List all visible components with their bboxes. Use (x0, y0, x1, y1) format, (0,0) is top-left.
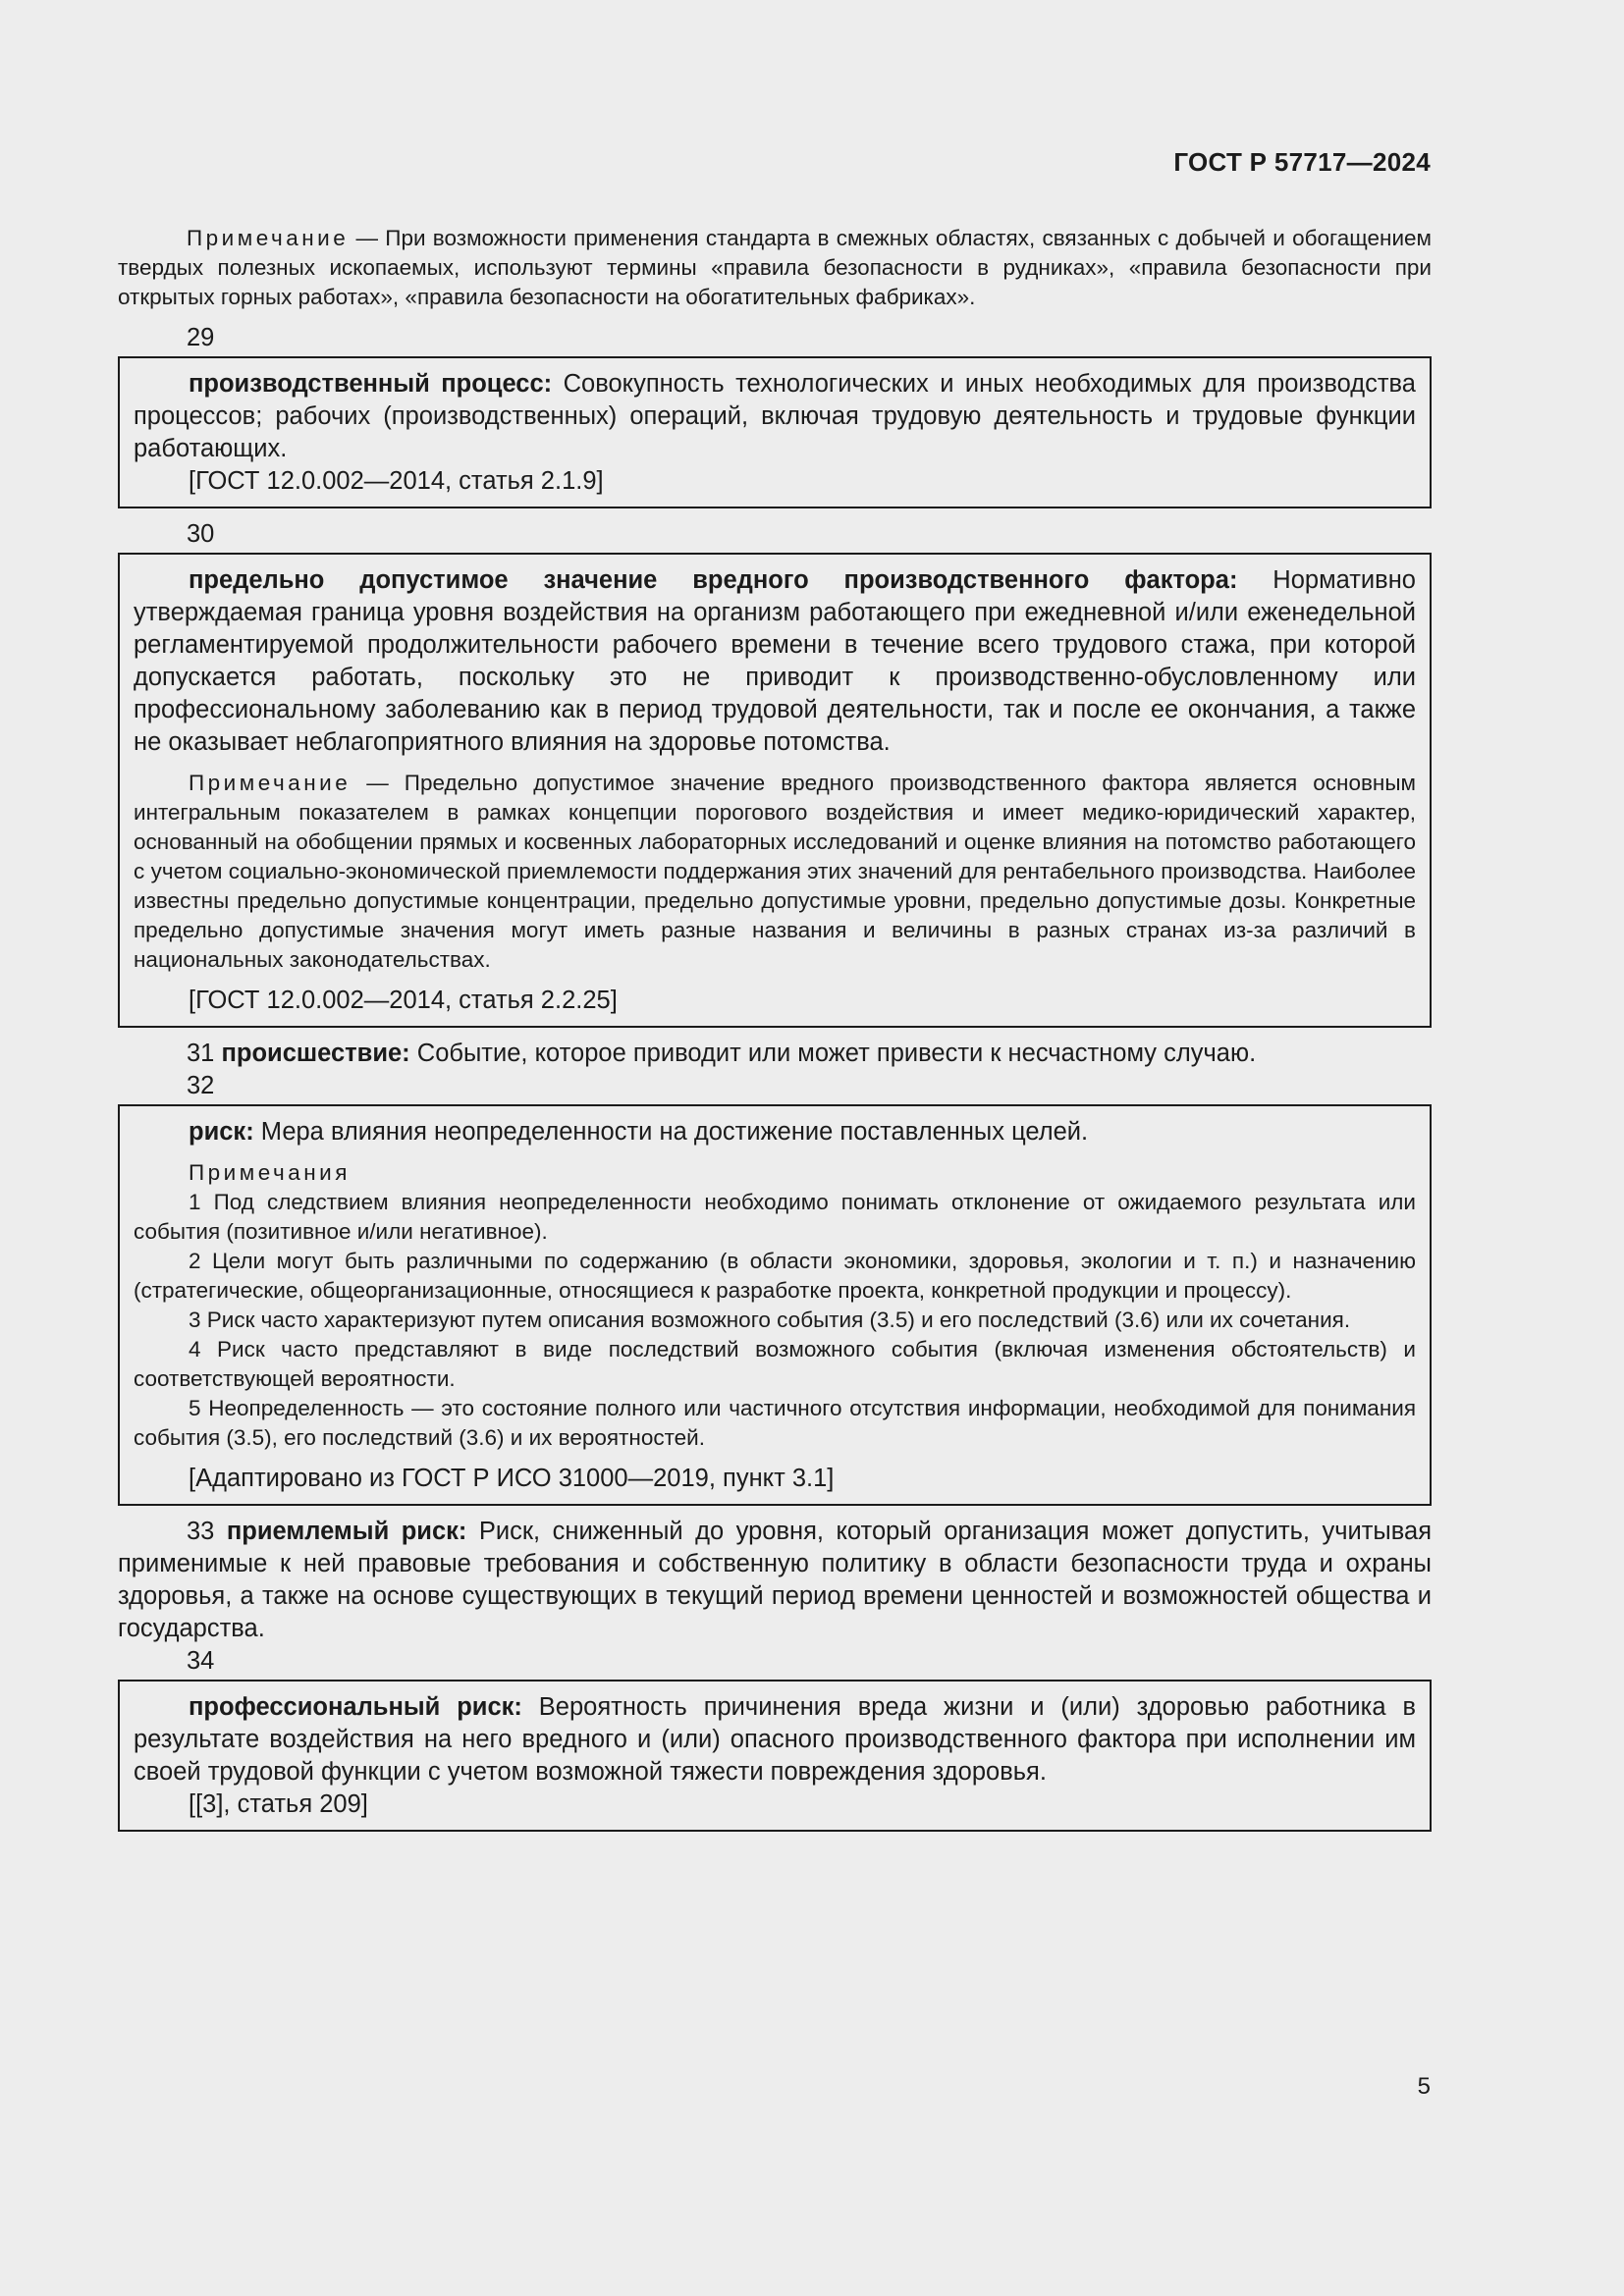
note-item-1: 1 Под следствием влияния неопределенности необходимо понимать отклонение от ожидаемого результата или события (позитивное и/или негативное). (134, 1190, 1416, 1244)
term-source: [ГОСТ 12.0.002—2014, статья 2.1.9] (189, 467, 604, 495)
document-body (118, 224, 1432, 1832)
term-note (134, 769, 1416, 975)
term-name: производственный процесс: (189, 370, 553, 398)
term-definition (134, 1116, 1416, 1148)
term-box-32 (118, 1104, 1432, 1506)
term-name: приемлемый риск: (226, 1518, 467, 1545)
notes-heading: Примечания (189, 1160, 351, 1185)
note-item-4: 4 Риск часто представляют в виде последствий возможного события (включая изменения обстоятельств) и соответствующей вероятности. (134, 1337, 1416, 1391)
term-box-29 (118, 356, 1432, 508)
term-31 (118, 1038, 1432, 1070)
term-name: предельно допустимое значение вредного производственного фактора: (189, 566, 1238, 594)
term-text: Событие, которое приводит или может привести к несчастному случаю. (409, 1040, 1257, 1067)
term-number-32: 32 (187, 1072, 215, 1099)
term-number-30: 30 (187, 520, 215, 548)
document-header: ГОСТ Р 57717—2024 (1173, 147, 1431, 177)
term-box-34 (118, 1680, 1432, 1832)
intro-note (118, 224, 1432, 312)
term-name: профессиональный риск: (189, 1693, 522, 1721)
term-name: происшествие: (221, 1040, 410, 1067)
note-item-3: 3 Риск часто характеризуют путем описания возможного события (3.5) и его последствий (3.6) или их сочетания. (189, 1308, 1351, 1332)
term-text: Совокупность технологических и иных необходимых для производства процессов; рабочих (производственных) операций, включая трудовую деятельность и трудовые функции работающих. (134, 370, 1416, 462)
term-number-33: 33 (187, 1518, 215, 1545)
term-definition (134, 564, 1416, 759)
term-source: [[3], статья 209] (189, 1790, 368, 1818)
note-item-5: 5 Неопределенность — это состояние полного или частичного отсутствия информации, необходимой для понимания события (3.5), его последствий (3.6) и их вероятностей. (134, 1396, 1416, 1450)
term-text: Мера влияния неопределенности на достижение поставленных целей. (253, 1118, 1089, 1146)
term-definition (134, 1691, 1416, 1789)
note-text: — При возможности применения стандарта в смежных областях, связанных с добычей и обогащением твердых полезных ископаемых, используют термины «правила безопасности в рудниках», «правила безопасности при открытых горных работах», «правила безопасности на обогатительных фабриках». (118, 226, 1432, 309)
term-name: риск: (189, 1118, 254, 1146)
term-box-30 (118, 553, 1432, 1028)
term-text: Риск, сниженный до уровня, который организация может допустить, учитывая применимые к ней правовые требования и собственную политику в области безопасности труда и охраны здоровья, а также на основе существующих в текущий период времени ценностей и возможностей общества и государства. (118, 1518, 1432, 1642)
page-number: 5 (1417, 2073, 1431, 2100)
term-source: [ГОСТ 12.0.002—2014, статья 2.2.25] (189, 987, 618, 1014)
term-number-34: 34 (187, 1647, 215, 1675)
term-text: Вероятность причинения вреда жизни и (или) здоровью работника в результате воздействия на него вредного и (или) опасного производственного фактора при исполнении им своей трудовой функции с учетом возможной тяжести повреждения здоровья. (134, 1693, 1416, 1786)
term-number-29: 29 (187, 324, 215, 351)
note-text: — Предельно допустимое значение вредного производственного фактора является основным интегральным показателем в рамках концепции порогового воздействия и имеет медико-юридический характер, основанный на обобщении прямых и косвенных лабораторных исследований и оценке влияния на потомство работающего с учетом социально-экономической приемлемости поддержания этих значений для рентабельного производства. Наиболее известны предельно допустимые концентрации, предельно допустимые уровни, предельно допустимые дозы. Конкретные предельно допустимые значения могут иметь разные названия и величины в разных странах из-за различий в национальных законодательствах. (134, 771, 1416, 972)
note-label: Примечание (187, 226, 350, 250)
note-item-2: 2 Цели могут быть различными по содержанию (в области экономики, здоровья, экологии и т. п.) и назначению (стратегические, общеорганизационные, относящиеся к разработке проекта, конкретной продукции и процессу). (134, 1249, 1416, 1303)
term-number-31: 31 (187, 1040, 215, 1067)
note-label: Примечание (189, 771, 352, 795)
term-33 (118, 1516, 1432, 1645)
term-text: Нормативно утверждаемая граница уровня воздействия на организм работающего при ежедневной и/или еженедельной регламентируемой продолжительности рабочего времени в течение всего трудового стажа, при которой допускается работать, поскольку это не приводит к производственно-обусловленному или профессиональному заболеванию как в период трудовой деятельности, так и после ее окончания, а также не оказывает неблагоприятного влияния на здоровье потомства. (134, 566, 1416, 756)
term-source: [Адаптировано из ГОСТ Р ИСО 31000—2019, пункт 3.1] (189, 1465, 835, 1492)
term-definition (134, 368, 1416, 465)
